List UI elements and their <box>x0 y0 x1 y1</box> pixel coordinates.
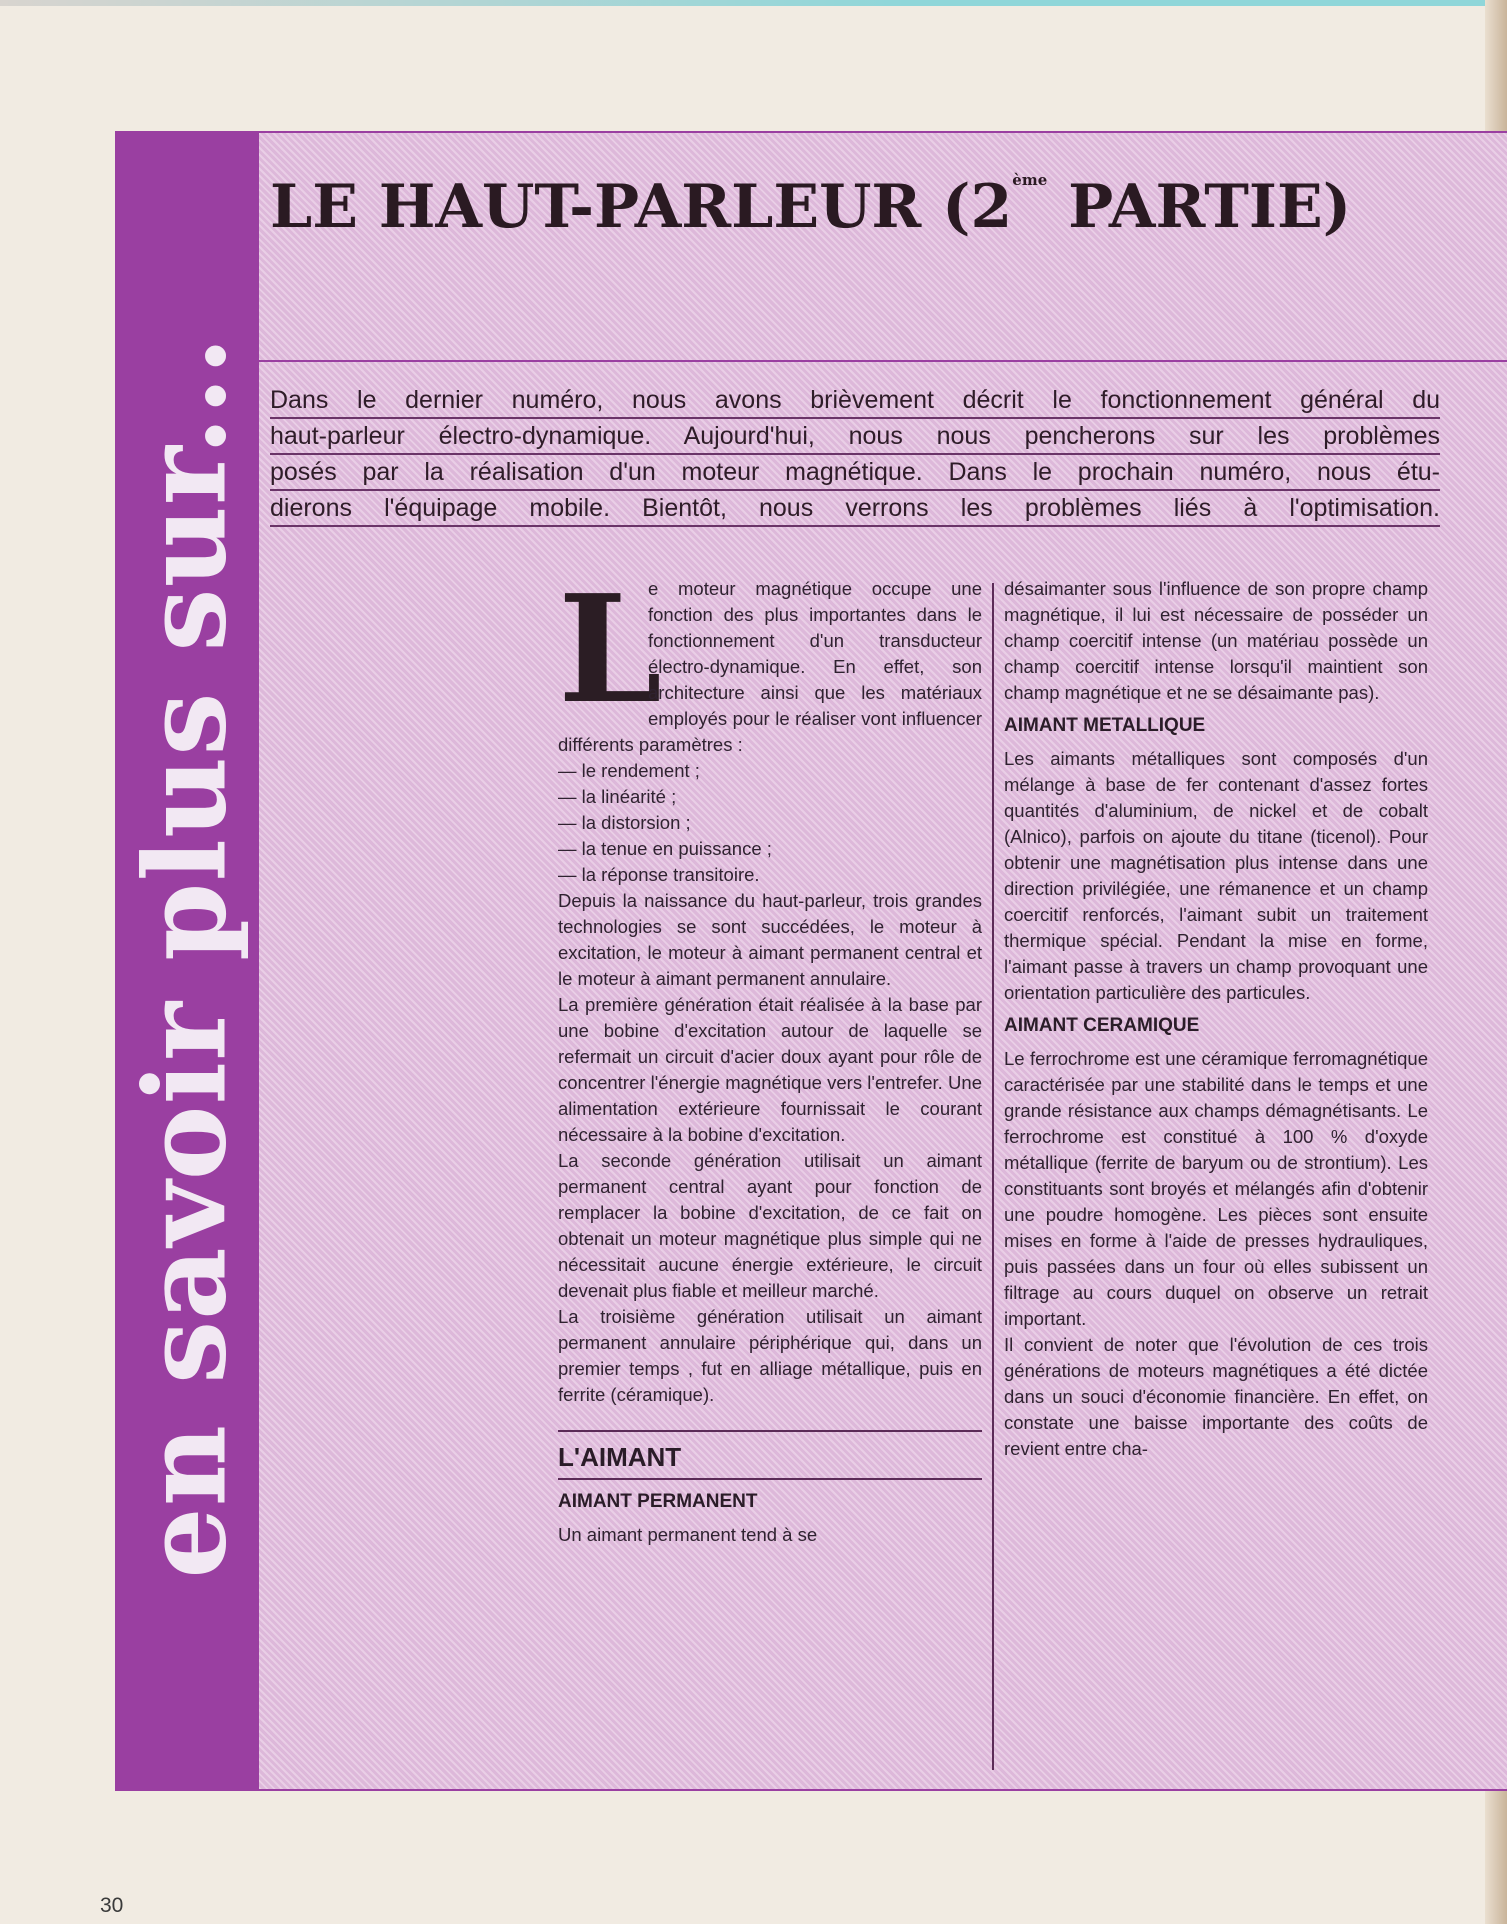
body-paragraph: Un aimant permanent tend à se <box>558 1524 818 1545</box>
intro-line: posés par la réalisation d'un moteur magnétique. Dans le prochain numéro, nous étu- <box>270 455 1440 491</box>
subsection-heading: AIMANT METALLIQUE <box>1004 715 1206 736</box>
page-title <box>270 140 1470 247</box>
title-superscript: ème <box>1012 171 1048 189</box>
intro-paragraph <box>270 383 1440 527</box>
drop-cap: L <box>558 562 663 736</box>
article-column-right <box>1004 576 1428 1462</box>
subsection-heading: AIMANT CERAMIQUE <box>1004 1015 1200 1036</box>
body-paragraph: La troisième génération utilisait un aimant permanent annulaire périphérique qui, dans un premier temps , fut en alliage métallique, puis en ferrite (céramique). <box>558 1306 982 1405</box>
title-end: PARTIE) <box>1047 172 1352 242</box>
page-number: 30 <box>100 1894 124 1917</box>
body-paragraph: Il convient de noter que l'évolution de ces trois générations de moteurs magnétiques a été dictée dans un souci d'économie financière. En effet, on constate une baisse importante des coûts de revient entre cha- <box>1004 1334 1428 1459</box>
list-item: — la linéarité ; <box>558 786 677 807</box>
body-paragraph: La première génération était réalisée à la base par une bobine d'excitation autour de laquelle se refermait un circuit d'acier doux ayant pour rôle de concentrer l'énergie magnétique vers l'entrefer. Une alimentation extérieure fournissait le courant nécessaire à la bobine d'excitation. <box>558 994 982 1145</box>
body-paragraph: Le ferrochrome est une céramique ferromagnétique caractérisée par une stabilité dans le temps et une grande résistance aux champs démagnétisants. Le ferrochrome est constitué à 100 % d'oxyde métallique (ferrite de baryum ou de strontium). Les constituants sont broyés et mélangés afin d'obtenir une poudre homogène. Les pièces sont ensuite mises en forme à l'aide de presses hydrauliques, puis passées dans un four où elles subissent un filtrage au cours duquel on observe un retrait important. <box>1004 1048 1428 1329</box>
list-item: — la tenue en puissance ; <box>558 838 772 859</box>
top-color-strip <box>0 0 1507 6</box>
title-main: LE HAUT-PARLEUR (2 <box>270 172 1013 242</box>
list-item: — la réponse transitoire. <box>558 864 760 885</box>
intro-line: Dans le dernier numéro, nous avons brièvement décrit le fonctionnement général du <box>270 383 1440 419</box>
body-paragraph: désaimanter sous l'influence de son propre champ magnétique, il lui est nécessaire de posséder un champ coercitif intense (un matériau possède un champ coercitif intense lorsqu'il maintient son champ magnétique et ne se désaimante pas). <box>1004 578 1428 703</box>
intro-line: dierons l'équipage mobile. Bientôt, nous verrons les problèmes liés à l'optimisation. <box>270 491 1440 527</box>
column-divider <box>992 583 994 1770</box>
subsection-heading: AIMANT PERMANENT <box>558 1491 758 1512</box>
list-item: — la distorsion ; <box>558 812 691 833</box>
article-column-left <box>558 562 982 1548</box>
title-divider <box>259 360 1507 362</box>
body-paragraph: La seconde génération utilisait un aimant permanent central ayant pour fonction de remplacer la bobine d'excitation, de ce fait on obtenait un moteur magnétique plus simple qui ne nécessitait aucune énergie extérieure, le circuit devenait plus fiable et meilleur marché. <box>558 1150 982 1301</box>
lead-paragraph: e moteur magnétique occupe une fonction des plus importantes dans le fonctionnement d'un transducteur électro-dynamique. En effet, son architecture ainsi que les matériaux employés pour le réaliser vont influencer différents paramètres : <box>558 578 982 755</box>
vertical-title: en savoir plus sur... <box>120 335 252 1579</box>
body-paragraph: Les aimants métalliques sont composés d'un mélange à base de fer contenant d'assez fortes quantités d'aluminium, de nickel et de cobalt (Alnico), parfois on ajoute du titane (ticenol). Pour obtenir une magnétisation plus intense dans une direction privilégiée, une rémanence et un champ coercitif renforcés, l'aimant subit un traitement thermique spécial. Pendant la mise en forme, l'aimant passe à travers un champ provoquant une orientation particulière des particules. <box>1004 748 1428 1003</box>
body-paragraph: Depuis la naissance du haut-parleur, trois grandes technologies se sont succédées, le moteur à excitation, le moteur à aimant permanent central et le moteur à aimant permanent annulaire. <box>558 890 982 989</box>
list-item: — le rendement ; <box>558 760 700 781</box>
section-heading: L'AIMANT <box>558 1430 982 1480</box>
intro-line: haut-parleur électro-dynamique. Aujourd'hui, nous nous pencherons sur les problèmes <box>270 419 1440 455</box>
